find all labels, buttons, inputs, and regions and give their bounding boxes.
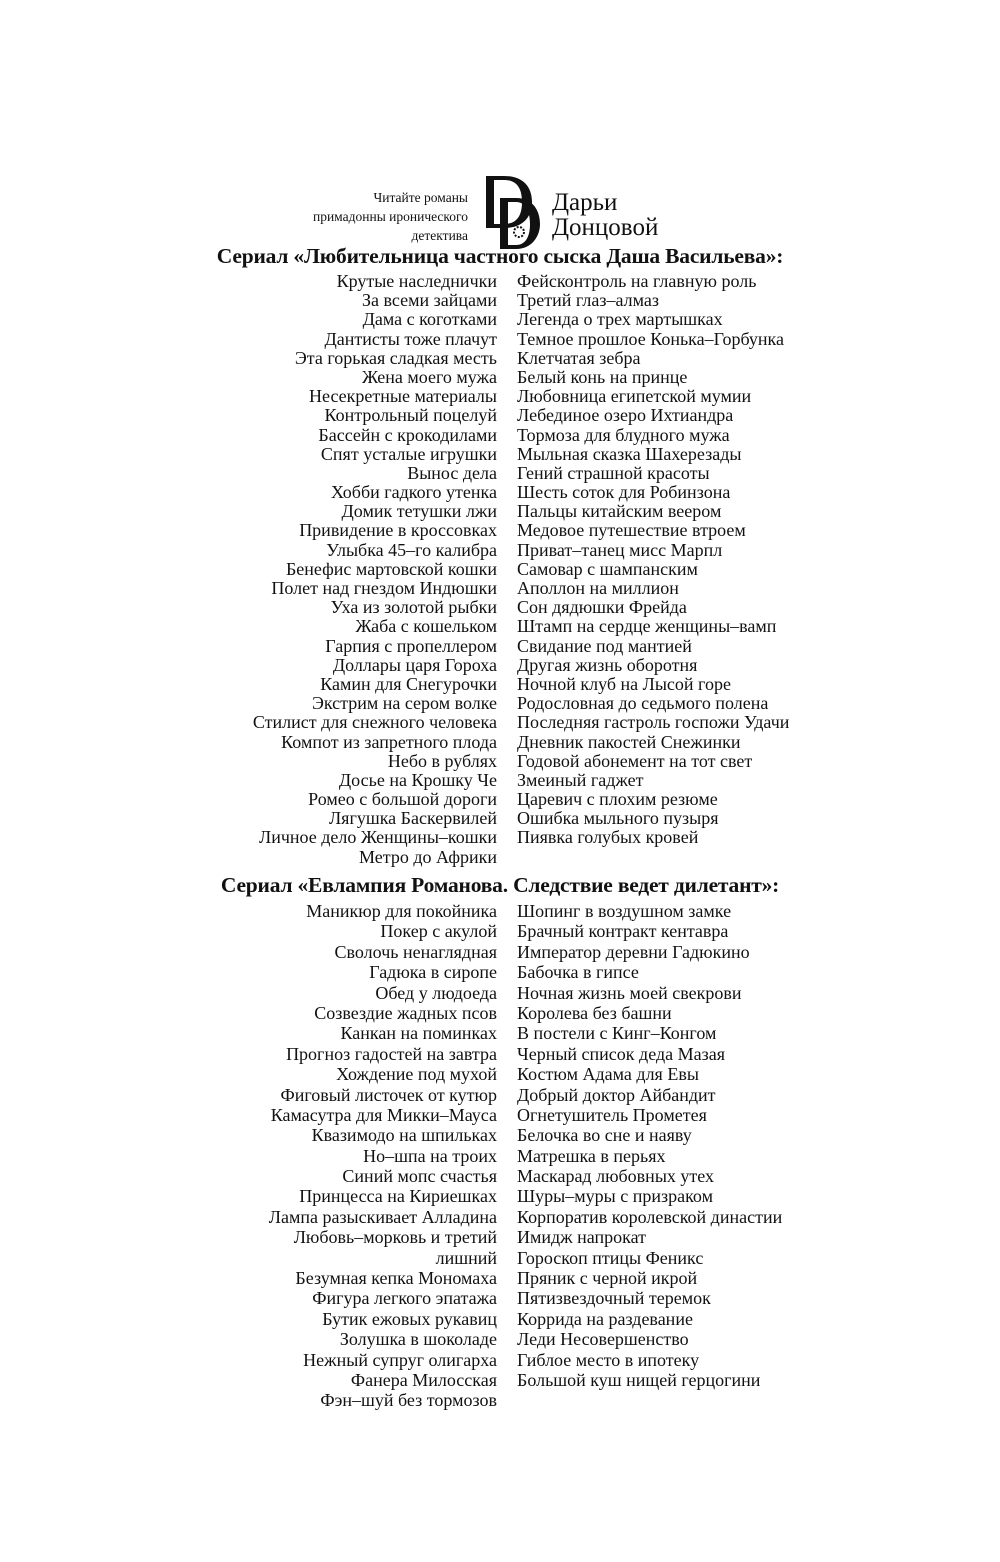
book-title: Третий глаз–алмаз [517,290,659,311]
book-title: Фанера Милосская [350,1369,497,1390]
book-title: Шесть соток для Робинзона [517,482,731,503]
book-title: Белочка во сне и наяву [517,1125,692,1146]
book-title: За всеми зайцами [362,290,497,311]
book-title: Самовар с шампанским [517,558,698,579]
book-title: Пятизвездочный теремок [517,1288,711,1309]
author-line: Донцовой [552,214,659,241]
tagline [313,188,468,245]
book-title: Уха из золотой рыбки [330,597,497,618]
book-title: Контрольный поцелуй [324,405,497,426]
book-title: Жена моего мужа [362,366,497,387]
book-title: Обед у людоеда [375,982,497,1003]
book-title: Спят усталые игрушки [320,443,497,464]
book-title: Прогноз гадостей на завтра [286,1043,497,1064]
book-title: Безумная кепка Мономаха [295,1268,497,1289]
book-title: Темное прошлое Конька–Горбунка [517,328,785,349]
book-title: Аполлон на миллион [517,578,679,598]
book-title: Гиблое место в ипотеку [517,1349,700,1370]
book-title: Гений страшной красоты [517,462,710,483]
book-title: Камасутра для Микки–Мауса [270,1104,497,1125]
dd-logo-icon [482,172,542,250]
book-title: Синий мопс счастья [342,1166,497,1187]
book-title: Канкан на поминках [340,1023,497,1044]
book-title: Небо в рублях [387,750,497,771]
book-title: Но–шпа на троих [363,1145,497,1166]
book-title: Годовой абонемент на тот свет [517,750,753,771]
titles-right-column [517,271,790,848]
book-title: Дневник пакостей Снежинки [517,731,741,752]
author-line: Дарьи [552,189,618,216]
tagline-line: примадонны иронического [312,209,468,224]
book-title: Лебединое озеро Ихтиандра [517,405,734,426]
book-title: Сволочь ненаглядная [334,941,497,962]
book-title: Добрый доктор Айбандит [517,1084,716,1105]
book-title: Коррида на раздевание [517,1308,693,1329]
book-title: Царевич с плохим резюме [517,789,718,810]
book-title: Метро до Африки [359,846,497,867]
book-title: Гадюка в сиропе [369,962,497,983]
book-title: Приват–танец мисс Марпл [517,539,723,560]
book-title: Шуры–муры с призраком [517,1186,713,1207]
book-title: Большой куш нищей герцогини [517,1369,761,1390]
book-title: Огнетушитель Прометея [517,1104,707,1125]
titles-left-column [252,271,497,867]
book-title: Фигура легкого эпатажа [312,1288,497,1309]
book-title: Клетчатая зебра [517,347,641,368]
book-title: Жаба с кошельком [355,616,497,637]
book-title: Штамп на сердце женщины–вамп [517,616,777,637]
book-title: Белый конь на принце [517,366,688,387]
book-title: Другая жизнь оборотня [517,654,698,675]
book-title: Тормоза для блудного мужа [517,424,730,445]
titles-right-column [517,901,783,1390]
book-title: Змеиный гаджет [517,769,644,790]
book-title: Нежный супруг олигарха [303,1349,497,1370]
book-title: Маскарад любовных утех [517,1166,715,1187]
book-title: Камин для Снегурочки [320,673,497,694]
tagline-line: Читайте романы [373,190,468,205]
book-title: Брачный контракт кентавра [517,921,729,942]
book-title: Последняя гастроль госпожи Удачи [517,712,790,733]
series-title: Сериал «Любительница частного сыска Даша Васильева»: [216,244,784,268]
book-title: Император деревни Гадюкино [517,941,750,962]
book-title: Доллары царя Гороха [332,654,497,675]
author-name [552,190,658,240]
book-title: Эта горькая сладкая месть [294,347,497,368]
book-title: Фиговый листочек от кутюр [280,1084,497,1105]
book-title: Личное дело Женщины–кошки [259,827,497,848]
book-title: Компот из запретного плода [281,731,497,752]
book-title: Мыльная сказка Шахерезады [517,443,742,464]
book-title: Костюм Адама для Евы [517,1064,699,1085]
titles-left-column [268,901,497,1411]
book-title: Привидение в кроссовках [299,520,497,541]
book-title: Пальцы китайским веером [517,501,722,522]
book-title: Полет над гнездом Индюшки [271,578,497,598]
book-title: Любовь–морковь и третий [293,1227,497,1248]
book-title: Черный список деда Мазая [517,1043,725,1064]
book-title: Пряник с черной икрой [517,1268,698,1289]
book-title: Сон дядюшки Фрейда [517,597,687,618]
book-title: Гарпия с пропеллером [325,635,497,656]
book-title: Медовое путешествие втроем [517,520,746,541]
book-title: Созвездие жадных псов [314,1002,497,1023]
book-title: Стилист для снежного человека [252,712,497,733]
header [0,170,1000,250]
book-title: Вынос дела [407,462,497,483]
book-title: Свидание под мантией [517,635,692,656]
book-title: Любовница египетской мумии [517,386,752,407]
book-title: Маникюр для покойника [306,901,497,921]
book-title: Бабочка в гипсе [517,962,639,983]
book-title: Несекретные материалы [309,386,497,407]
book-title: Крутые наследнички [336,271,497,291]
book-title: Фэн–шуй без тормозов [320,1390,497,1411]
book-title: Гороскоп птицы Феникс [517,1247,704,1268]
book-title: Фейсконтроль на главную роль [517,271,757,291]
book-title: Экстрим на сером волке [311,693,497,714]
book-title: Дама с коготками [362,309,497,330]
book-title: Улыбка 45–го калибра [326,539,497,560]
book-title: Квазимодо на шпильках [311,1125,497,1146]
book-title: Хобби гадкого утенка [330,482,497,503]
series-title: Сериал «Евлампия Романова. Следствие ведет дилетант»: [220,873,780,897]
book-title: Принцесса на Кириешках [299,1186,497,1207]
book-title: Хождение под мухой [336,1064,497,1085]
book-title: Дантисты тоже плачут [324,328,497,349]
book-title: Родословная до седьмого полена [517,693,769,714]
book-title: В постели с Кинг–Конгом [517,1023,717,1044]
book-title: Имидж напрокат [517,1227,646,1248]
book-title: Лягушка Баскервилей [328,808,497,829]
book-title: Корпоратив королевской династии [517,1206,783,1227]
book-title: Бенефис мартовской кошки [285,558,497,579]
book-title: Леди Несовершенство [517,1329,689,1350]
book-title: Матрешка в перьях [517,1145,666,1166]
book-title: лишний [435,1247,497,1268]
book-title: Домик тетушки лжи [341,501,497,522]
book-title: Ошибка мыльного пузыря [517,808,719,829]
book-title: Ночная жизнь моей свекрови [517,982,742,1003]
book-title: Шопинг в воздушном замке [517,901,732,921]
book-title: Бутик ежовых рукавиц [322,1308,497,1329]
book-title: Королева без башни [517,1002,672,1023]
book-title: Покер с акулой [380,921,497,942]
book-title: Досье на Крошку Че [338,769,497,790]
book-title: Золушка в шоколаде [339,1329,497,1350]
book-title: Легенда о трех мартышках [517,309,723,330]
book-title: Ночной клуб на Лысой горе [517,673,731,694]
book-title: Бассейн с крокодилами [318,424,497,445]
tagline-line: детектива [411,228,468,243]
book-title: Ромео с большой дороги [308,789,497,810]
book-title: Лампа разыскивает Алладина [268,1206,497,1227]
book-title: Пиявка голубых кровей [517,827,699,848]
